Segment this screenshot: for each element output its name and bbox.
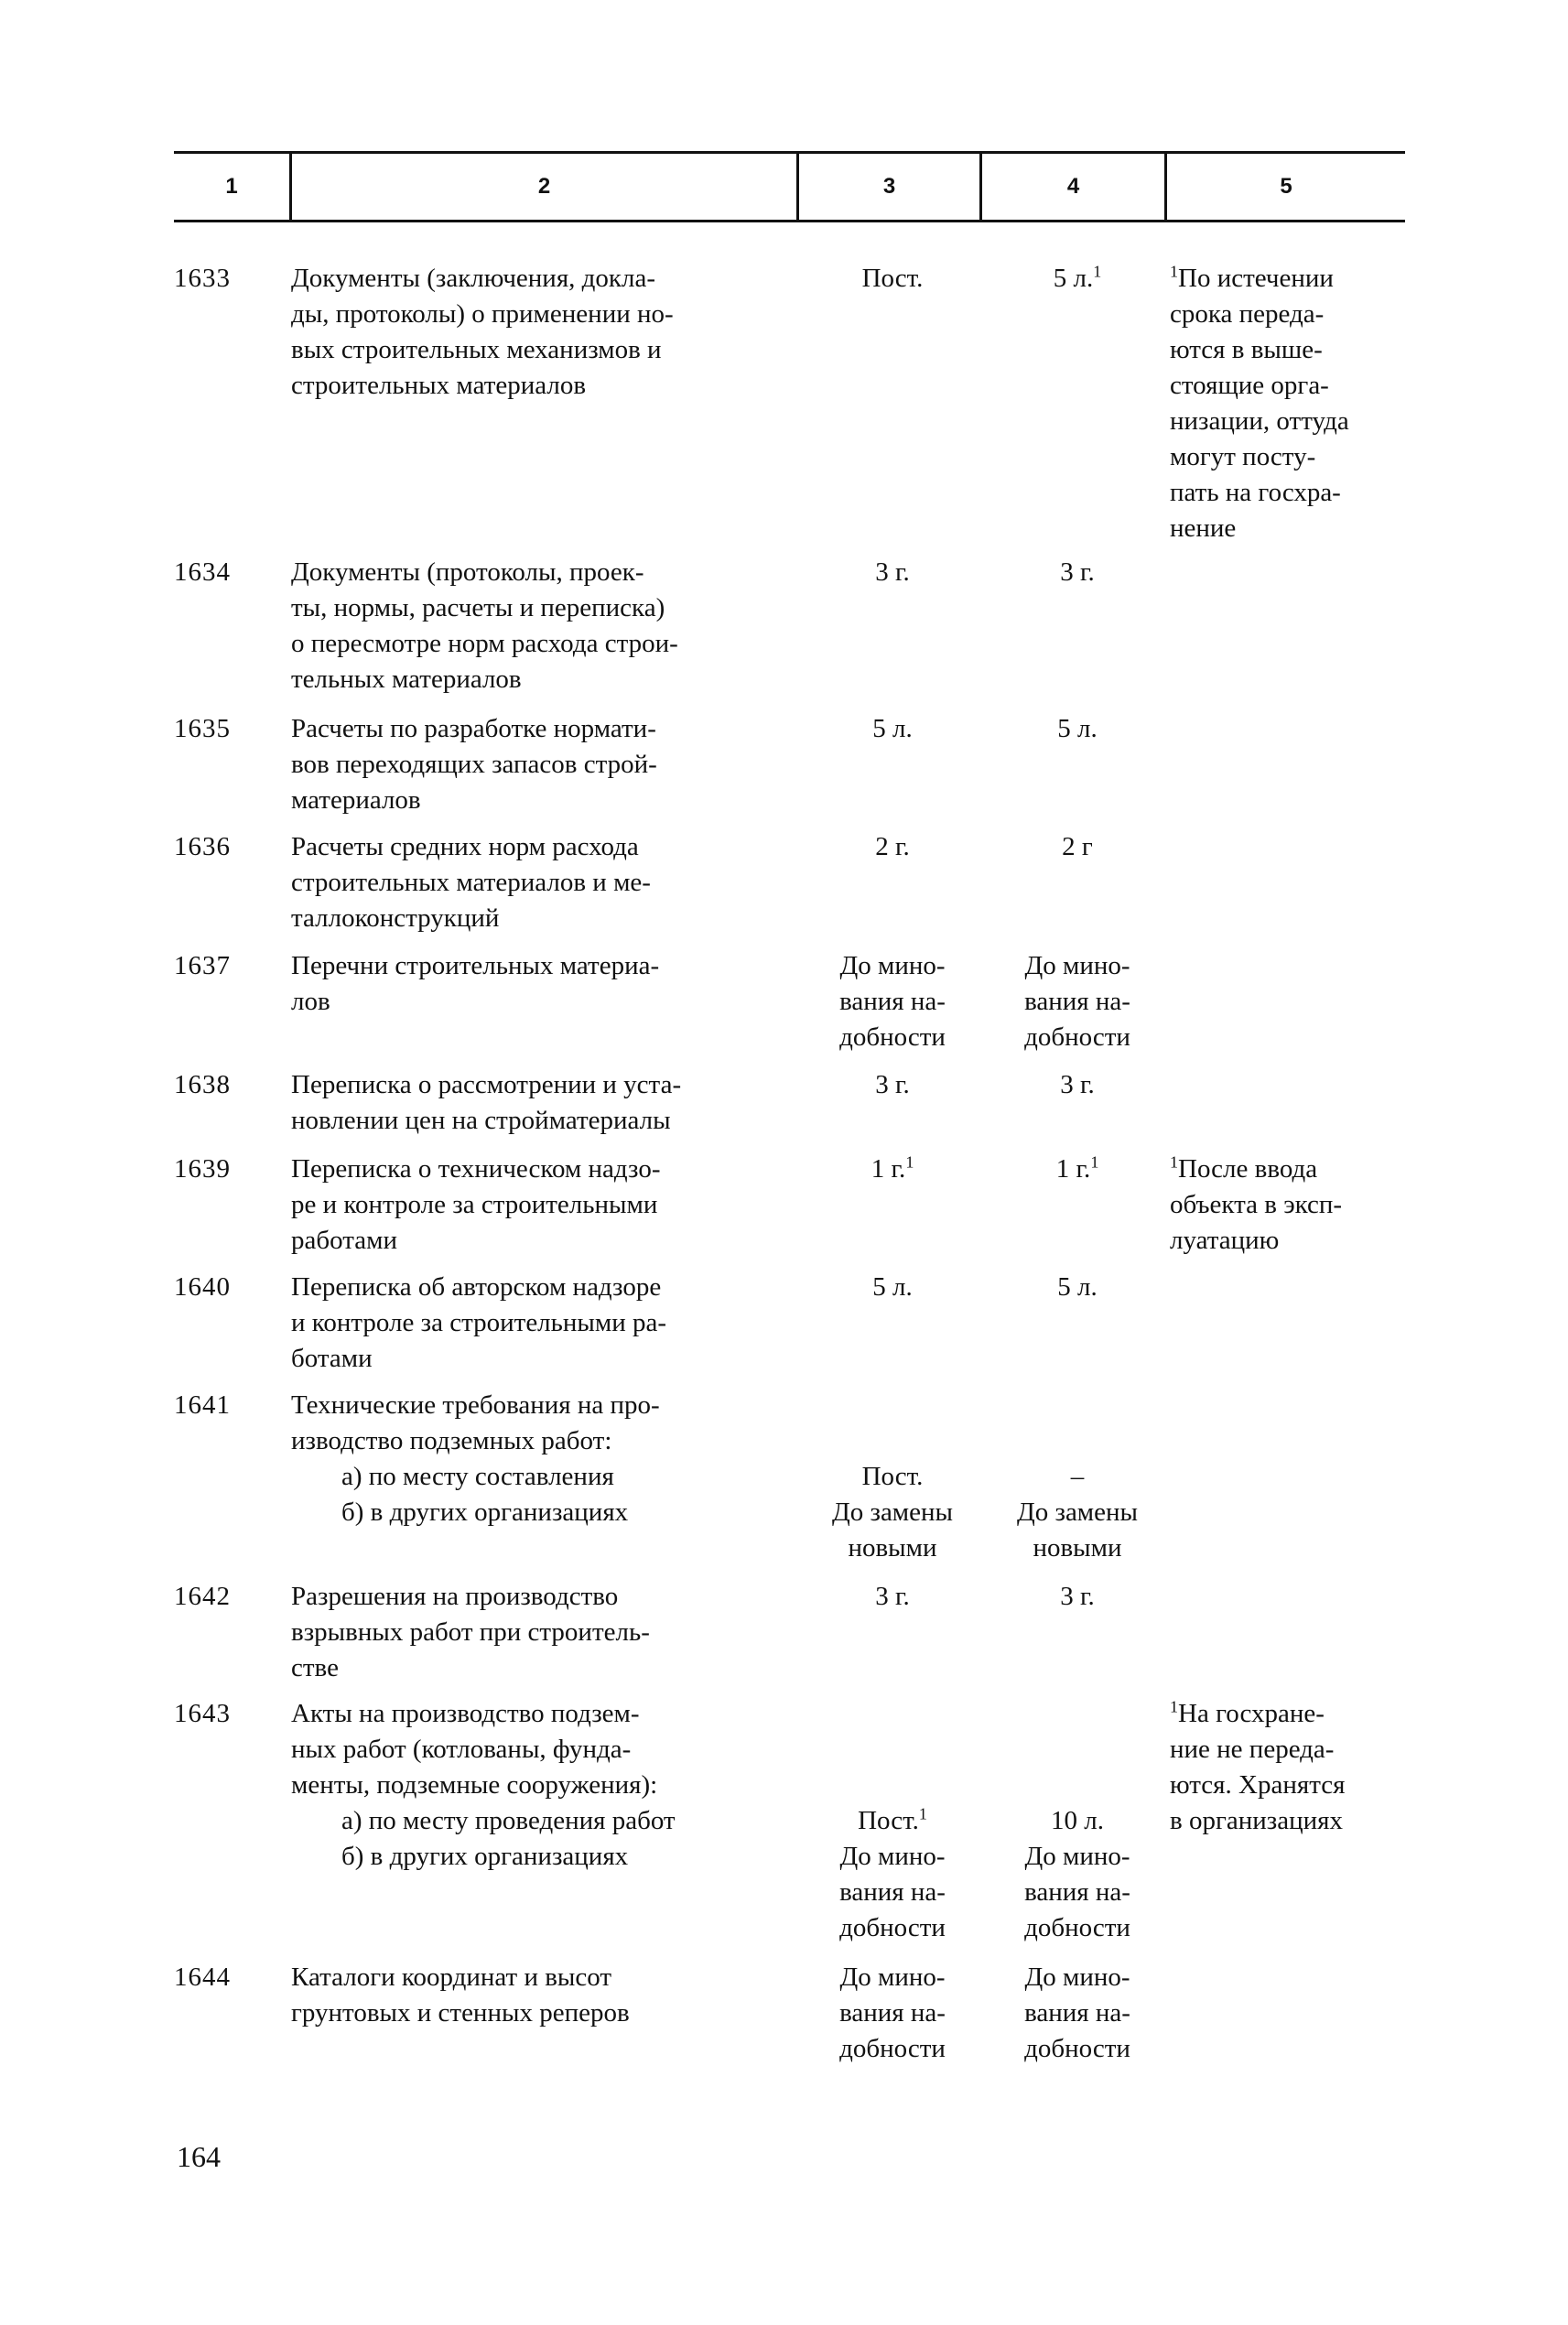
header-col-2: 2 — [537, 174, 551, 199]
row-term-col4: 5 л. — [1057, 1272, 1098, 1302]
header-col-3: 3 — [882, 174, 896, 199]
row-term-col4: 2 г — [1062, 832, 1093, 861]
footnote-mark: 1 — [1170, 1152, 1178, 1172]
footnote-mark: 1 — [1170, 262, 1178, 281]
row-number: 1636 — [174, 832, 231, 861]
footnote-mark: 1 — [1093, 262, 1102, 281]
row-number: 1640 — [174, 1272, 231, 1302]
row-term-col4-b: До мино- вания на- добности — [1024, 1842, 1130, 1942]
row-term-col4: 1 г.$^1$ — [1055, 1152, 1099, 1184]
row-term-col4: 3 г. — [1060, 557, 1095, 587]
row-number: 1639 — [174, 1154, 231, 1184]
row-term-col3: 5 л. — [872, 714, 913, 743]
row-number: 1644 — [174, 1963, 231, 1992]
row-description: Перечни строительных материа- лов — [291, 951, 660, 1016]
row-number: 1635 — [174, 714, 231, 743]
row-number: 1638 — [174, 1070, 231, 1099]
row-term-col3: 1 г.$^1$ — [871, 1152, 914, 1184]
row-term-col3-a: Пост.$^1$ — [858, 1804, 927, 1835]
row-subitem-a: а) по месту составления — [341, 1462, 614, 1491]
row-term-col3: 5 л. — [872, 1272, 913, 1302]
row-number: 1643 — [174, 1699, 231, 1728]
row-term-col4: 5 л.$^1$ — [1053, 262, 1102, 293]
row-term-col4-b: До замены новыми — [1016, 1498, 1139, 1563]
row-description: Переписка об авторском надзоре и контроле за строительными ра- ботами — [291, 1272, 667, 1373]
row-description: Разрешения на производство взрывных работ при строитель- стве — [291, 1582, 650, 1682]
row-subitem-b: б) в других организациях — [341, 1498, 629, 1527]
row-number: 1633 — [174, 264, 231, 293]
header-top-rule — [174, 151, 1405, 154]
row-description: Акты на производство подзем- ных работ (котлованы, фунда- менты, подземные сооружения): — [291, 1699, 658, 1800]
row-number: 1637 — [174, 951, 231, 980]
row-term-col3-b: До замены новыми — [831, 1498, 954, 1563]
row-term-col4-a: – — [1070, 1462, 1085, 1491]
row-subitem-a: а) по месту проведения работ — [341, 1806, 676, 1835]
row-term-col4: 3 г. — [1060, 1582, 1095, 1611]
header-col-5: 5 — [1280, 174, 1292, 199]
row-subitem-b: б) в других организациях — [341, 1842, 629, 1871]
header-col-4: 4 — [1066, 174, 1080, 199]
row-description: Расчеты средних норм расхода строительных материалов и ме- таллоконструкций — [291, 832, 651, 933]
footnote-mark: 1 — [918, 1804, 927, 1823]
row-term-col4-a: 10 л. — [1051, 1806, 1104, 1835]
row-term-col3: До мино- вания на- добности — [839, 1963, 946, 2063]
footnote-mark: 1 — [1090, 1152, 1099, 1172]
row-description: Документы (заключения, докла- ды, протоколы) о применении но- вых строительных механизмов и строительных материалов — [291, 264, 674, 400]
row-term-col3: 3 г. — [875, 1070, 910, 1099]
row-description: Расчеты по разработке нормати- вов переходящих запасов строй- материалов — [291, 714, 657, 815]
row-note: $^1$По истечении срока переда- ются в выше- стоящие орга- низации, оттуда могут посту- пать на госхра- нение — [1170, 262, 1349, 543]
row-term-col4: 5 л. — [1057, 714, 1098, 743]
row-term-col4: До мино- вания на- добности — [1024, 951, 1130, 1052]
row-term-col3: 3 г. — [875, 557, 910, 587]
row-note: $^1$На госхране- ние не переда- ются. Хранятся в организациях — [1170, 1697, 1346, 1835]
footnote-mark: 1 — [905, 1152, 914, 1172]
row-note: $^1$После ввода объекта в эксп- луатацию — [1170, 1152, 1343, 1255]
page-number: 164 — [177, 2140, 221, 2173]
row-term-col3: 2 г. — [875, 832, 910, 861]
header-bottom-rule — [174, 220, 1405, 222]
row-number: 1642 — [174, 1582, 231, 1611]
row-term-col3-a: Пост. — [861, 1462, 924, 1491]
row-term-col4: 3 г. — [1060, 1070, 1095, 1099]
row-term-col3: 3 г. — [875, 1582, 910, 1611]
row-number: 1634 — [174, 557, 231, 587]
row-number: 1641 — [174, 1390, 231, 1420]
row-term-col3: Пост. — [861, 264, 924, 293]
footnote-mark: 1 — [1170, 1697, 1178, 1716]
row-description: Переписка о техническом надзо- ре и контроле за строительными работами — [291, 1154, 661, 1255]
row-description: Переписка о рассмотрении и уста- новлении цен на стройматериалы — [291, 1070, 682, 1135]
header-col-1: 1 — [225, 174, 238, 199]
row-description: Документы (протоколы, проек- ты, нормы, расчеты и переписка) о пересмотре норм расхода строи- тельных материалов — [291, 557, 678, 694]
row-term-col4: До мино- вания на- добности — [1024, 1963, 1130, 2063]
row-term-col3-b: До мино- вания на- добности — [839, 1842, 946, 1942]
row-term-col3: До мино- вания на- добности — [839, 951, 946, 1052]
row-description: Технические требования на про- изводство подземных работ: — [291, 1390, 660, 1455]
row-description: Каталоги координат и высот грунтовых и стенных реперов — [291, 1963, 630, 2028]
